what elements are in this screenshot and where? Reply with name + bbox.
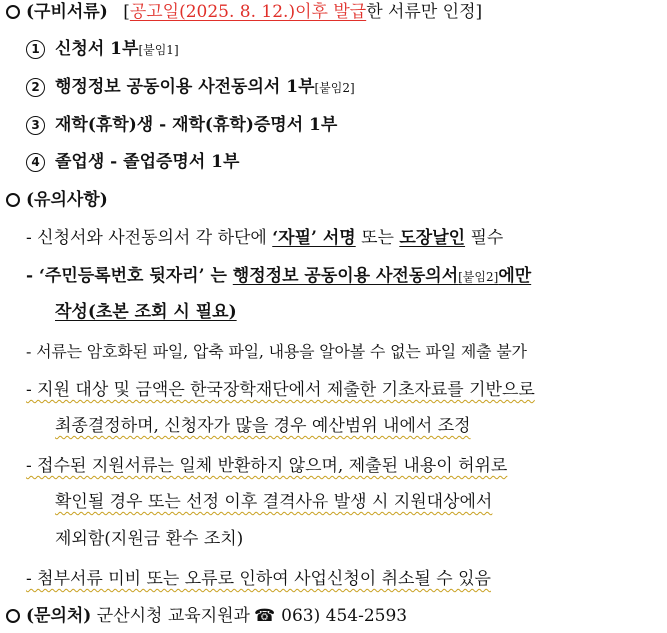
note-resident-number-cont [55, 298, 237, 326]
telephone-icon: ☎ [253, 606, 276, 626]
note-return-cont [55, 488, 492, 516]
doc-item-2 [26, 73, 355, 102]
circled-number: 2 [26, 78, 45, 97]
hollow-circle-bullet-icon [6, 609, 20, 623]
section-title: (문의처) [26, 606, 92, 626]
circled-number: 4 [26, 153, 45, 172]
note-selection [26, 376, 535, 404]
note-emphasis: 작성(초본 조회 시 필요) [55, 302, 237, 322]
doc-item-label: 행정정보 공동이용 사전동의서 1부 [55, 77, 315, 97]
note-text: - 신청서와 사전동의서 각 하단에 [26, 228, 273, 248]
contact-phone: 063) 454-2593 [281, 606, 408, 626]
note-text: - ‘주민등록번호 뒷자리’ 는 [26, 266, 233, 286]
doc-item-label: 재학(휴학)생 - 재학(휴학)증명서 1부 [55, 115, 338, 135]
doc-item-note: [붙임1] [138, 43, 179, 57]
note-text: 최종결정하며, 신청자가 많을 경우 예산범위 내에서 조정 [55, 416, 471, 436]
hollow-circle-bullet-icon [6, 5, 20, 19]
doc-item-4 [26, 148, 239, 176]
doc-item-3 [26, 111, 337, 139]
section-title: (구비서류) [26, 2, 108, 22]
note-text: - 지원 대상 및 금액은 한국장학재단에서 제출한 기초자료를 기반으로 [26, 380, 535, 400]
bracket-open: [ [123, 2, 130, 22]
note-attachment: [붙임2] [458, 270, 499, 284]
doc-item-label: 신청서 1부 [55, 39, 139, 59]
section-notes [6, 186, 108, 214]
note-text: 제외함(지원금 환수 조치) [55, 529, 244, 549]
note-signature [26, 224, 503, 252]
note-emphasis: ‘자필’ 서명 [272, 228, 356, 248]
doc-item-label: 졸업생 - 졸업증명서 1부 [55, 152, 240, 172]
note-resident-number [26, 262, 531, 291]
note-return-cont2 [55, 525, 243, 553]
note-text: - 서류는 암호화된 파일, 압축 파일, 내용을 알아볼 수 없는 파일 제출 불가 [26, 342, 527, 361]
doc-item-1 [26, 35, 179, 64]
notice-date: 공고일(2025. 8. 12.)이후 발급 [129, 2, 367, 22]
note-text: 필수 [465, 228, 504, 248]
circled-number: 3 [26, 116, 45, 135]
note-text: 확인될 경우 또는 선정 이후 결격사유 발생 시 지원대상에서 [55, 492, 493, 512]
note-text: 또는 [355, 228, 400, 248]
notice-suffix: 한 서류만 인정] [366, 2, 483, 22]
note-emphasis: 행정정보 공동이용 사전동의서 [232, 266, 459, 286]
hollow-circle-bullet-icon [6, 193, 20, 207]
note-file-format [26, 338, 527, 366]
contact-org: 군산시청 교육지원과 [96, 606, 250, 626]
section-title: (유의사항) [26, 190, 108, 210]
note-text: - 첨부서류 미비 또는 오류로 인하여 사업신청이 취소될 수 있음 [26, 569, 491, 589]
circled-number: 1 [26, 40, 45, 59]
note-selection-cont [55, 412, 471, 440]
note-emphasis: 에만 [498, 266, 532, 286]
section-contact [6, 602, 407, 630]
section-required-docs [6, 0, 482, 26]
note-text: - 접수된 지원서류는 일체 반환하지 않으며, 제출된 내용이 허위로 [26, 456, 508, 476]
doc-item-note: [붙임2] [314, 81, 355, 95]
note-return [26, 452, 507, 480]
note-cancel [26, 565, 491, 593]
note-emphasis: 도장날인 [399, 228, 466, 248]
